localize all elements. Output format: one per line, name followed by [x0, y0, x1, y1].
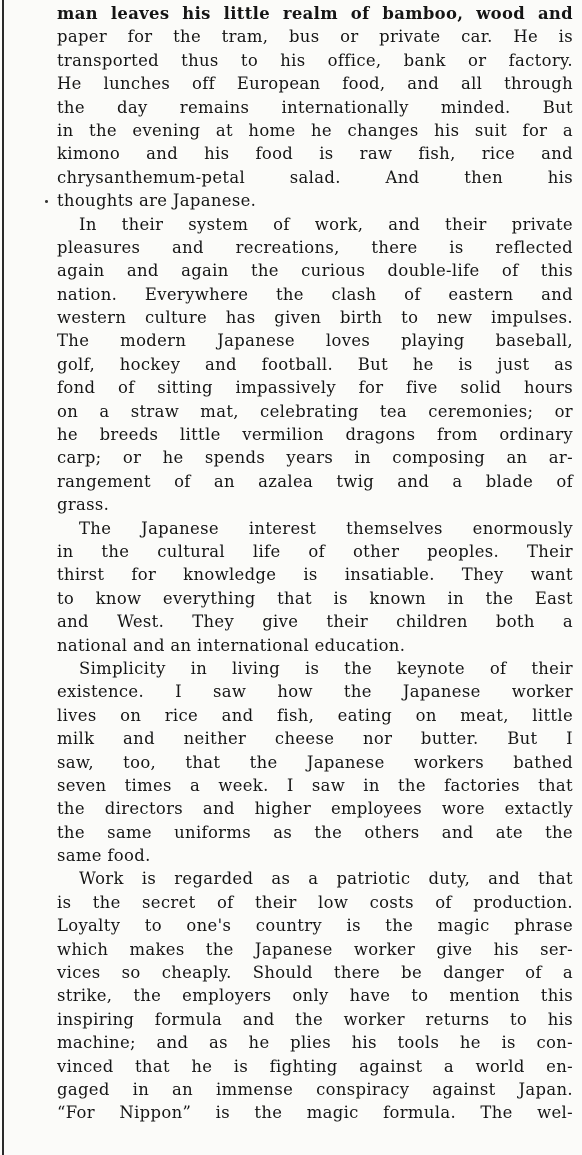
paragraph-start-line: In their system of work, and their private [79, 214, 573, 234]
article-line: paper for the tram, bus or private car. He is [57, 27, 573, 47]
article-line: chrysanthemum-petal salad. And then his [57, 167, 573, 187]
article-line: nation. Everywhere the clash of eastern and [57, 284, 573, 304]
article-line: “For Nippon” is the magic formula. The wel- [57, 1103, 573, 1123]
article-line: fond of sitting impassively for five solid hours [57, 378, 573, 398]
article-line: grass. [57, 495, 110, 515]
article-line: the day remains internationally minded. But [57, 97, 573, 117]
article-line: on a straw mat, celebrating tea ceremonies; or [57, 401, 573, 421]
article-line: milk and neither cheese nor butter. But I [57, 729, 573, 749]
article-line: to know everything that is known in the East [57, 588, 573, 608]
column-rule [2, 0, 4, 1155]
article-line: transported thus to his office, bank or factory. [57, 50, 573, 70]
article-line: gaged in an immense conspiracy against Japan. [57, 1079, 573, 1099]
article-line: machine; and as he plies his tools he is con- [57, 1033, 573, 1053]
article-line: vices so cheaply. Should there be danger of a [57, 963, 573, 983]
article-line: seven times a week. I saw in the factories that [57, 775, 573, 795]
article-column [57, 2, 573, 1125]
article-line: same food. [57, 846, 151, 866]
article-line: and West. They give their children both a [57, 612, 573, 632]
article-line: national and an international education. [57, 635, 406, 655]
article-line: saw, too, that the Japanese workers bathed [57, 752, 573, 772]
article-line: kimono and his food is raw fish, rice and [57, 144, 573, 164]
article-line: again and again the curious double-life of this [57, 261, 573, 281]
article-line: lives on rice and fish, eating on meat, little [57, 705, 573, 725]
article-line: which makes the Japanese worker give his ser- [57, 939, 573, 959]
article-line: Loyalty to one's country is the magic phrase [57, 916, 573, 936]
article-line: He lunches off European food, and all through [57, 74, 573, 94]
paragraph-start-line: The Japanese interest themselves enormously [79, 518, 573, 538]
article-line: pleasures and recreations, there is reflected [57, 237, 573, 257]
article-line: vinced that he is fighting against a world en- [57, 1056, 573, 1076]
article-line: man leaves his little realm of bamboo, wood and [57, 4, 573, 23]
article-line: carp; or he spends years in composing an ar- [57, 448, 573, 468]
article-line: strike, the employers only have to mention this [57, 986, 573, 1006]
article-line: thoughts are Japanese. [57, 191, 257, 211]
article-line: is the secret of their low costs of production. [57, 892, 573, 912]
article-line: existence. I saw how the Japanese worker [57, 682, 573, 702]
article-line: he breeds little vermilion dragons from ordinary [57, 425, 573, 445]
article-line: in the evening at home he changes his suit for a [57, 120, 573, 140]
article-line: inspiring formula and the worker returns to his [57, 1009, 573, 1029]
article-line: the same uniforms as the others and ate the [57, 822, 573, 842]
article-line: the directors and higher employees wore extactly [57, 799, 573, 819]
paragraph-start-line: Work is regarded as a patriotic duty, and that [79, 869, 573, 889]
article-line: thirst for knowledge is insatiable. They want [57, 565, 573, 585]
paragraph-start-line: Simplicity in living is the keynote of their [79, 658, 573, 678]
article-line: in the cultural life of other peoples. Their [57, 541, 573, 561]
article-line: rangement of an azalea twig and a blade of [57, 471, 573, 491]
print-speck [45, 200, 48, 203]
article-line: golf, hockey and football. But he is just as [57, 354, 573, 374]
article-line: The modern Japanese loves playing baseball, [57, 331, 573, 351]
article-line: western culture has given birth to new impulses. [57, 308, 573, 328]
